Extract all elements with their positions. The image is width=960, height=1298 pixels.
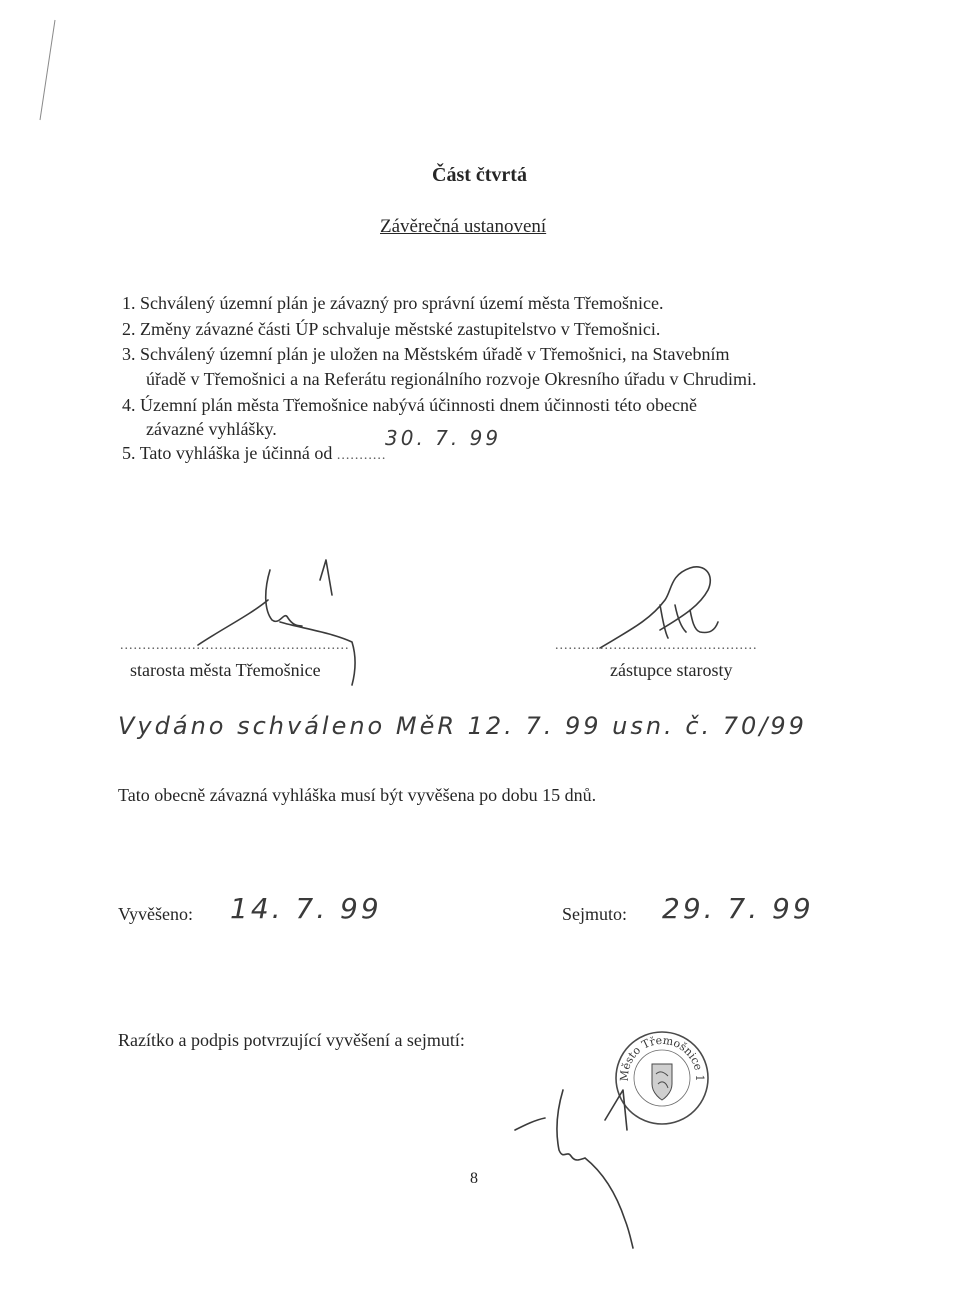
section-heading: Část čtvrtá xyxy=(432,164,527,186)
item-number: 1. xyxy=(122,293,136,313)
item-text: Změny závazné části ÚP schvaluje městské zastupitelstvo v Třemošnici. xyxy=(140,319,661,339)
page-number: 8 xyxy=(470,1170,478,1187)
item-number: 3. xyxy=(122,344,136,364)
list-item xyxy=(122,316,660,342)
item-text-continued: úřadě v Třemošnici a na Referátu regionálního rozvoje Okresního úřadu v Chrudimi. xyxy=(146,369,757,389)
list-item xyxy=(122,392,697,418)
deputy-label: zástupce starosty xyxy=(610,660,733,680)
posting-signature xyxy=(505,1090,645,1250)
signature-line-right: ............................................. xyxy=(555,638,758,653)
handwritten-effective-date: 30. 7. 99 xyxy=(385,426,502,450)
item-text: Územní plán města Třemošnice nabývá účinnosti dnem účinnosti této obecně xyxy=(140,395,698,415)
list-item xyxy=(122,290,664,316)
section-subheading: Závěrečná ustanovení xyxy=(380,216,547,237)
stamp-label: Razítko a podpis potvrzující vyvěšení a sejmutí: xyxy=(118,1030,465,1050)
handwritten-approval-note: Vydáno schváleno MěR 12. 7. 99 usn. č. 70/99 xyxy=(118,712,807,740)
scan-mark xyxy=(10,10,70,130)
item-text: Schválený územní plán je uložen na Městském úřadě v Třemošnici, na Stavebním xyxy=(140,344,730,364)
item-number: 5. xyxy=(122,443,136,463)
list-item xyxy=(122,440,386,469)
stamp-text: Město Třemošnice 1 xyxy=(617,1033,707,1082)
fill-dots: ........... xyxy=(336,448,387,463)
list-item xyxy=(122,341,730,367)
item-text-continued: závazné vyhlášky. xyxy=(146,419,277,439)
posting-notice: Tato obecně závazná vyhláška musí být vyvěšena po dobu 15 dnů. xyxy=(118,785,597,805)
item-number: 2. xyxy=(122,319,136,339)
item-number: 4. xyxy=(122,395,136,415)
item-text: Schválený územní plán je závazný pro správní území města Třemošnice. xyxy=(140,293,664,313)
removed-label: Sejmuto: xyxy=(562,904,628,924)
item-text: Tato vyhláška je účinná od xyxy=(139,443,333,463)
posted-label: Vyvěšeno: xyxy=(118,904,193,924)
handwritten-removed-date: 29. 7. 99 xyxy=(662,892,814,925)
mayor-label: starosta města Třemošnice xyxy=(130,660,321,680)
signature-line-left: ................................................... xyxy=(120,638,350,653)
handwritten-posted-date: 14. 7. 99 xyxy=(230,892,382,925)
